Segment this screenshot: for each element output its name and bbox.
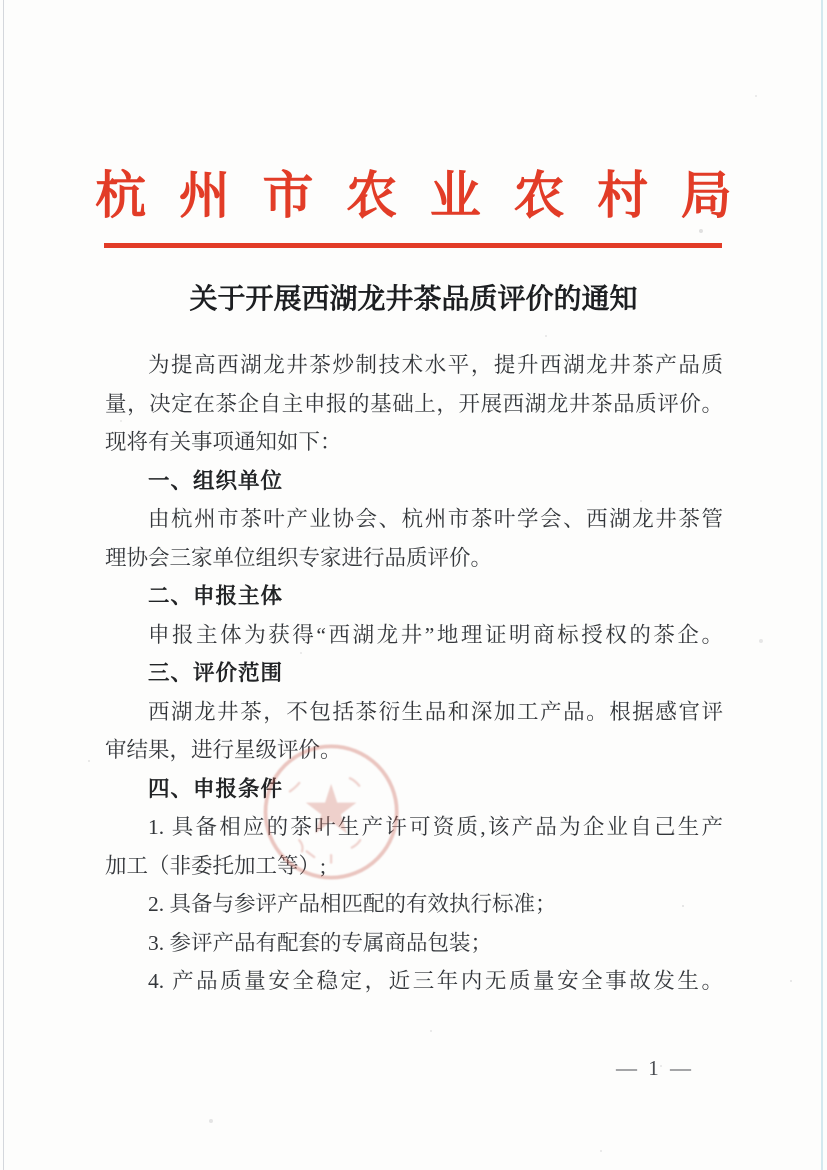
section-heading [105, 462, 723, 501]
text-line: 3. 参评产品有配套的专属商品包装； [148, 930, 493, 955]
letterhead-agency-name: 杭州市农业农村局 [95, 169, 765, 225]
text-line: 由杭州市茶叶产业协会、杭州市茶叶学会、西湖龙井茶管 [148, 507, 723, 531]
letterhead-divider [104, 243, 722, 248]
section-heading [105, 654, 723, 693]
text-line: 2. 具备与参评产品相匹配的有效执行标准； [148, 892, 557, 916]
text-line: 为提高西湖龙井茶炒制技术水平，提升西湖龙井茶产品质 [148, 353, 723, 377]
paragraph [105, 808, 723, 885]
text-line: 理协会三家单位组织专家进行品质评价。 [105, 545, 493, 570]
section-heading [105, 577, 723, 616]
paragraph [105, 962, 723, 1001]
page-number: — 1 — [616, 1056, 694, 1080]
notice-title: 关于开展西湖龙井茶品质评价的通知 [189, 284, 638, 315]
text-line: 1. 具备相应的茶叶生产许可资质,该产品为企业自己生产 [148, 815, 723, 839]
official-seal-icon [258, 736, 408, 888]
text-line: 加工（非委托加工等）; [105, 853, 326, 878]
text-line: 量，决定在茶企自主申报的基础上，开展西湖龙井茶品质评价。 [105, 391, 723, 416]
paragraph [105, 346, 723, 462]
text-line: 西湖龙井茶，不包括茶衍生品和深加工产品。根据感官评 [148, 699, 723, 724]
text-line: 四、申报条件 [148, 776, 284, 801]
paragraph [105, 924, 723, 963]
paragraph [105, 616, 723, 655]
text-line: 4. 产品质量安全稳定，近三年内无质量安全事故发生。 [148, 969, 723, 993]
text-line: 一、组织单位 [148, 468, 284, 493]
notice-body [105, 346, 723, 1001]
text-line: 申报主体为获得“西湖龙井”地理证明商标授权的茶企。 [148, 622, 723, 647]
paragraph [105, 885, 723, 924]
text-line: 审结果，进行星级评价。 [105, 738, 342, 762]
text-line: 二、申报主体 [148, 584, 284, 608]
paragraph [105, 500, 723, 577]
scan-noise [0, 0, 2, 2]
seal-star-icon [306, 784, 357, 834]
text-line: 三、评价范围 [148, 661, 284, 685]
section-heading [105, 770, 723, 809]
paragraph [105, 693, 723, 770]
text-line: 现将有关事项通知如下： [105, 430, 342, 454]
